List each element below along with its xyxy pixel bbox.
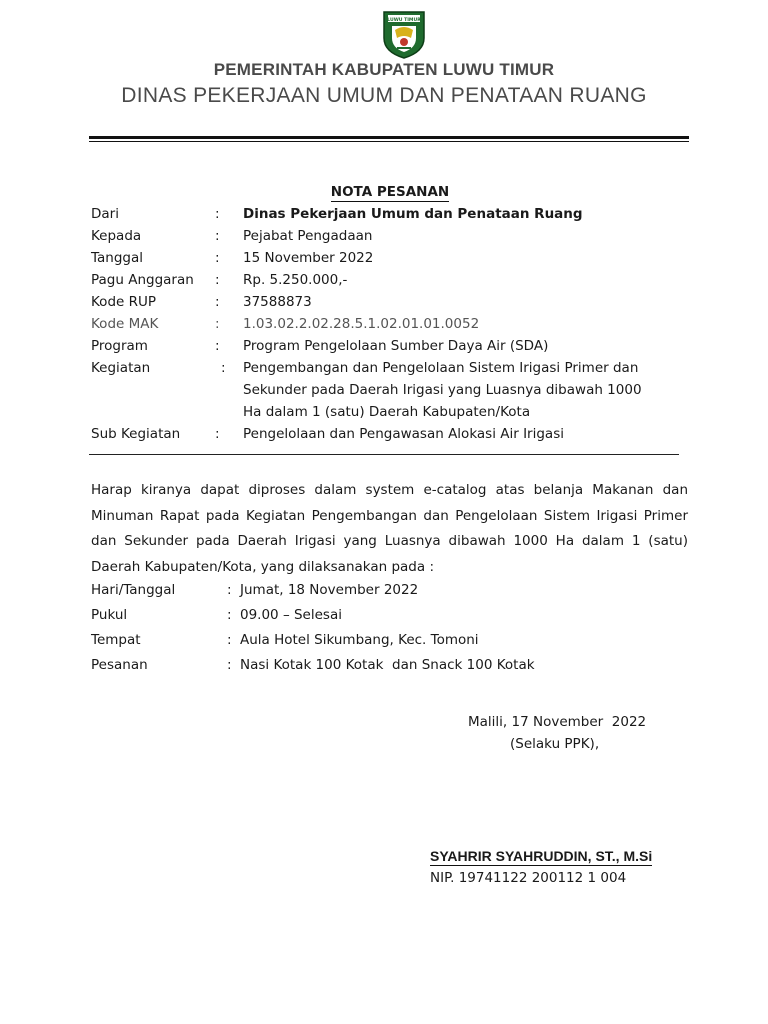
letterhead-divider-thick — [89, 136, 689, 139]
field-label: Dari — [91, 206, 119, 222]
field-value: 37588873 — [243, 294, 312, 310]
signer-role: (Selaku PPK), — [510, 736, 600, 752]
field-value: Dinas Pekerjaan Umum dan Penataan Ruang — [243, 206, 583, 222]
document-title: NOTA PESANAN — [330, 184, 450, 200]
department-name: DINAS PEKERJAAN UMUM DAN PENATAAN RUANG — [121, 84, 647, 107]
svg-text:LUWU TIMUR: LUWU TIMUR — [387, 18, 421, 23]
field-label: Kode RUP — [91, 294, 157, 310]
regency-emblem-icon — [380, 8, 428, 60]
field-label: Pagu Anggaran — [91, 272, 194, 288]
field-value: Pengembangan dan Pengelolaan Sistem Irigasi Primer dan Sekunder pada Daerah Irigasi yang Luasnya dibawah 1000 Ha dalam 1 (satu) Daerah Kabupaten/Kota — [243, 360, 642, 420]
field-colon: : — [215, 272, 220, 288]
field-colon: : — [215, 426, 220, 442]
field-label: Kode MAK — [91, 316, 159, 332]
field-label: Sub Kegiatan — [91, 426, 181, 442]
field-colon: : — [215, 294, 220, 310]
field-value: 1.03.02.2.02.28.5.1.02.01.01.0052 — [243, 316, 480, 332]
signer-nip: NIP. 19741122 200112 1 004 — [430, 870, 627, 886]
place-and-date: Malili, 17 November 2022 — [468, 714, 647, 730]
detail-colon: : — [227, 607, 232, 623]
field-label: Kepada — [91, 228, 142, 244]
field-colon: : — [215, 338, 220, 354]
request-paragraph: Harap kiranya dapat diproses dalam system e-catalog atas belanja Makanan dan Minuman Rapat pada Kegiatan Pengembangan dan Pengelolaan Sistem Irigasi Primer dan Sekunder pada Daerah Irigasi yang Luasnya dibawah 1000 Ha dalam 1 (satu) Daerah Kabupaten/Kota, yang dilaksanakan pada : — [91, 482, 688, 575]
field-value: Program Pengelolaan Sumber Daya Air (SDA) — [243, 338, 549, 354]
field-colon: : — [221, 360, 226, 376]
detail-colon: : — [227, 582, 232, 598]
detail-value: 09.00 – Selesai — [240, 607, 342, 623]
field-colon: : — [215, 316, 220, 332]
detail-colon: : — [227, 632, 232, 648]
field-label: Tanggal — [91, 250, 144, 266]
detail-label: Tempat — [91, 632, 141, 648]
letterhead-divider-thin — [89, 141, 689, 142]
section-divider — [89, 454, 679, 455]
field-label: Program — [91, 338, 148, 354]
detail-value: Aula Hotel Sikumbang, Kec. Tomoni — [240, 632, 479, 648]
signer-name: SYAHRIR SYAHRUDDIN, ST., M.Si — [430, 848, 653, 864]
detail-value: Jumat, 18 November 2022 — [240, 582, 419, 598]
detail-colon: : — [227, 657, 232, 673]
detail-value: Nasi Kotak 100 Kotak dan Snack 100 Kotak — [240, 657, 535, 673]
field-value: Pengelolaan dan Pengawasan Alokasi Air Irigasi — [243, 426, 564, 442]
field-value: Rp. 5.250.000,- — [243, 272, 348, 288]
field-colon: : — [215, 250, 220, 266]
field-colon: : — [215, 228, 220, 244]
field-value: Pejabat Pengadaan — [243, 228, 373, 244]
field-label: Kegiatan — [91, 360, 151, 376]
field-value: 15 November 2022 — [243, 250, 374, 266]
detail-label: Pesanan — [91, 657, 148, 673]
field-colon: : — [215, 206, 220, 222]
detail-label: Pukul — [91, 607, 128, 623]
detail-label: Hari/Tanggal — [91, 582, 176, 598]
government-name: PEMERINTAH KABUPATEN LUWU TIMUR — [213, 60, 555, 79]
